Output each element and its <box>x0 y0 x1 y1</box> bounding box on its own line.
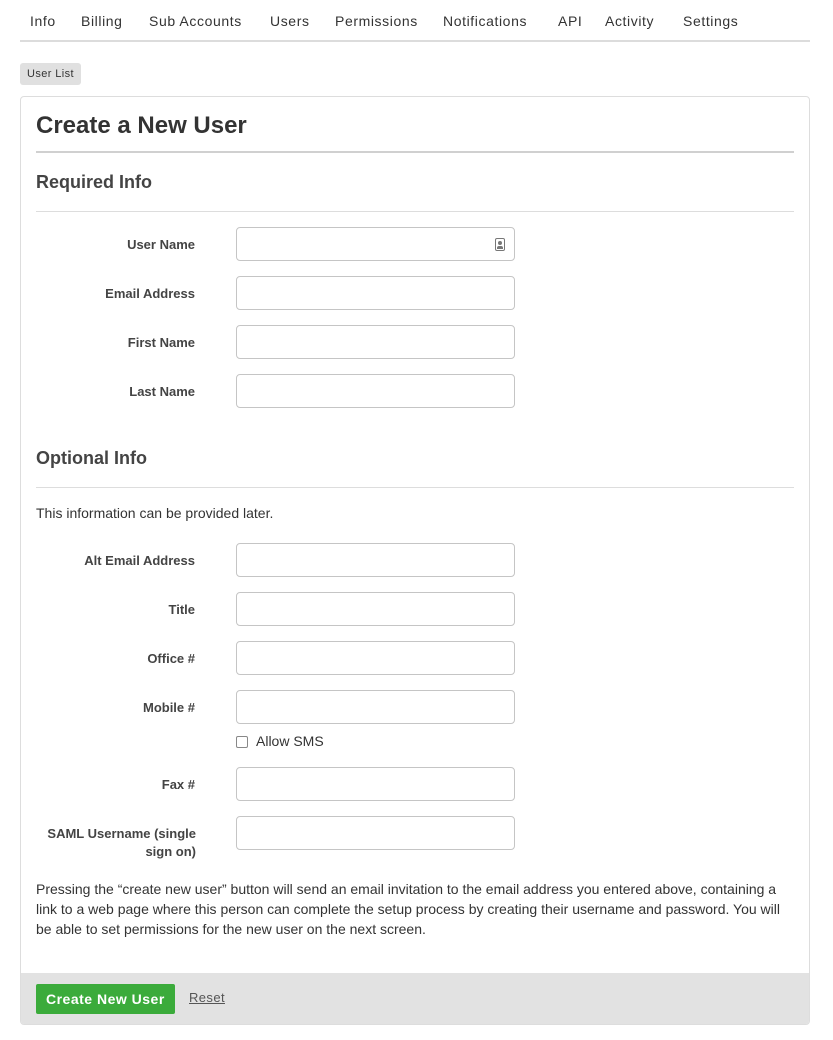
fax-number-input[interactable] <box>236 767 515 801</box>
nav-tab-sub-accounts[interactable]: Sub Accounts <box>149 13 242 29</box>
first-name-label: First Name <box>127 335 195 350</box>
user-name-input[interactable] <box>236 227 515 261</box>
title-label: Title <box>168 602 195 617</box>
allow-sms-checkbox[interactable] <box>236 736 248 748</box>
fax-number-label: Fax # <box>161 777 195 792</box>
title-input[interactable] <box>236 592 515 626</box>
reset-link[interactable]: Reset <box>189 990 225 1005</box>
email-address-label: Email Address <box>105 286 195 301</box>
nav-tab-billing[interactable]: Billing <box>81 13 123 29</box>
first-name-input[interactable] <box>236 325 515 359</box>
optional-divider <box>36 487 794 488</box>
page-title: Create a New User <box>36 112 247 139</box>
nav-tab-info[interactable]: Info <box>30 13 56 29</box>
saml-username-input[interactable] <box>236 816 515 850</box>
nav-tab-settings[interactable]: Settings <box>683 13 739 29</box>
invitation-explanation: Pressing the “create new user” button will send an email invitation to the email address you entered above, containing a link to a web page where this person can complete the setup process by creating their username and password. You will be able to set permissions for the new user on the next screen. <box>36 881 780 937</box>
create-new-user-button[interactable]: Create New User <box>36 984 175 1014</box>
last-name-input[interactable] <box>236 374 515 408</box>
title-divider <box>36 151 794 153</box>
required-divider <box>36 211 794 212</box>
office-number-input[interactable] <box>236 641 515 675</box>
nav-tab-users[interactable]: Users <box>270 13 310 29</box>
required-info-heading: Required Info <box>36 172 152 192</box>
office-number-label: Office # <box>147 651 195 666</box>
form-footer <box>21 973 810 1025</box>
mobile-number-input[interactable] <box>236 690 515 724</box>
nav-tab-activity[interactable]: Activity <box>605 13 655 29</box>
last-name-label: Last Name <box>129 384 195 399</box>
alt-email-label: Alt Email Address <box>84 553 195 568</box>
email-address-input[interactable] <box>236 276 515 310</box>
nav-tab-permissions[interactable]: Permissions <box>335 13 418 29</box>
contact-card-icon[interactable] <box>495 238 505 251</box>
saml-username-label: SAML Username (single sign on) <box>47 826 196 859</box>
create-user-card <box>20 96 810 1025</box>
mobile-number-label: Mobile # <box>142 700 195 715</box>
nav-tab-api[interactable]: API <box>558 13 583 29</box>
optional-note: This information can be provided later. <box>36 505 274 521</box>
alt-email-input[interactable] <box>236 543 515 577</box>
top-nav <box>20 0 810 42</box>
optional-info-heading: Optional Info <box>36 448 147 468</box>
breadcrumb-user-list[interactable]: User List <box>20 63 81 85</box>
user-name-label: User Name <box>127 237 195 252</box>
allow-sms-label[interactable]: Allow SMS <box>256 733 324 749</box>
nav-tab-notifications[interactable]: Notifications <box>443 13 528 29</box>
